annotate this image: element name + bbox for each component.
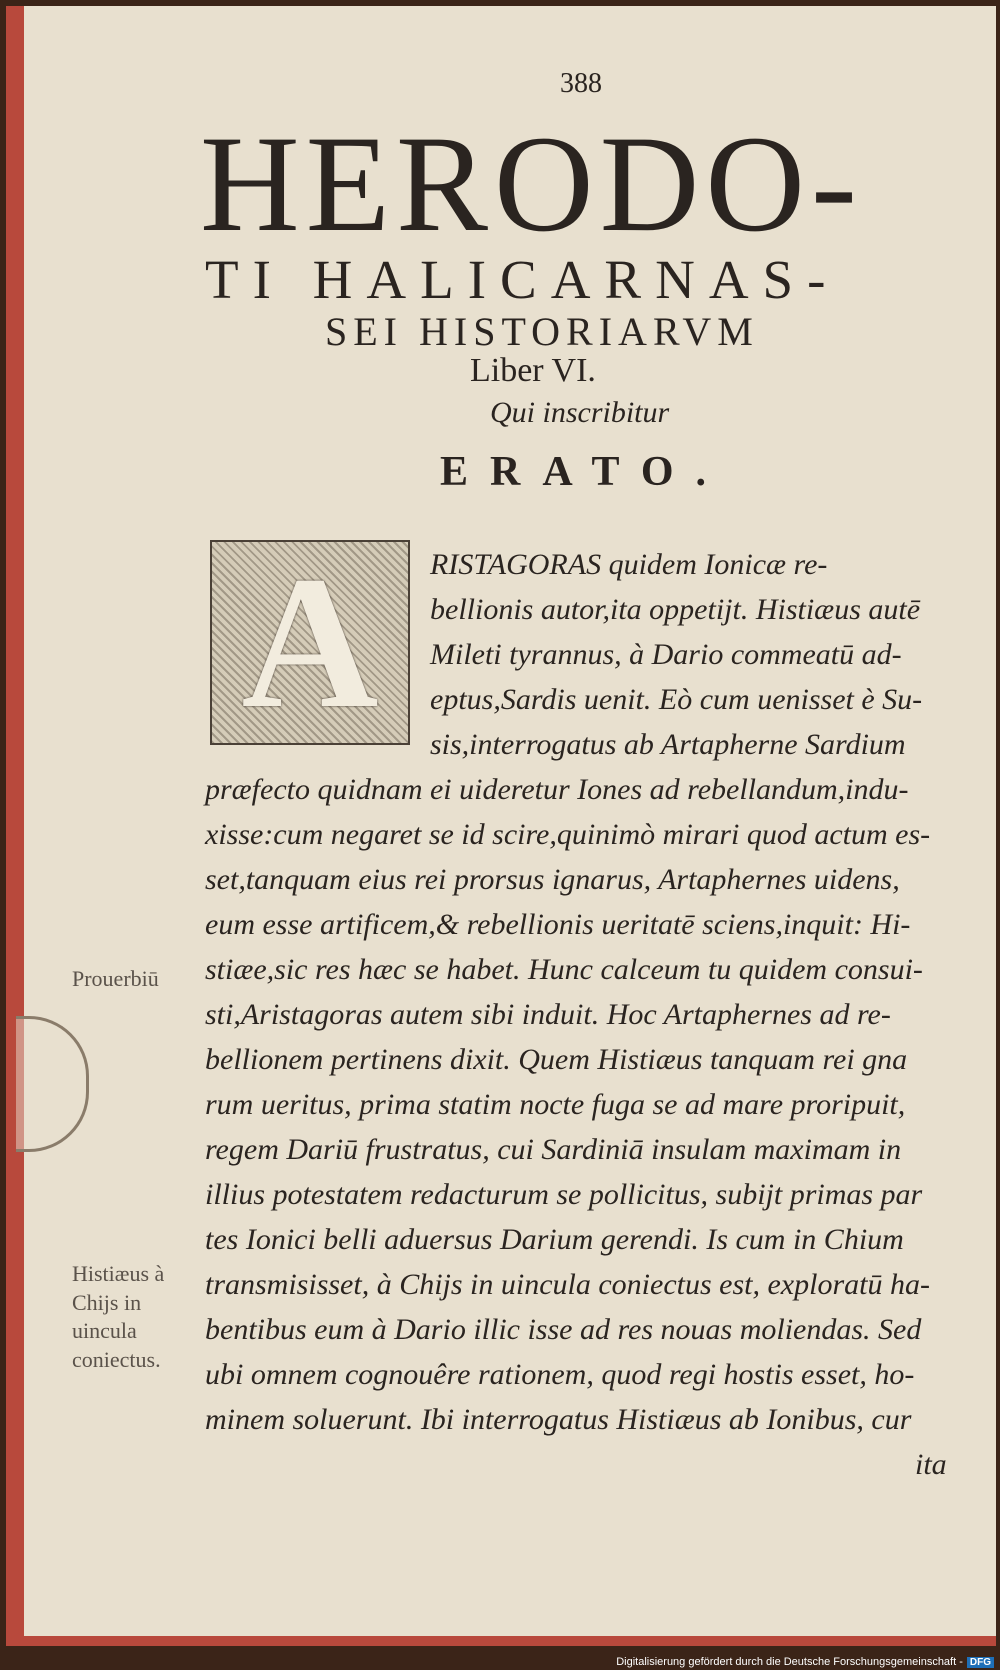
catchword: ita: [915, 1448, 947, 1481]
text-line: stiæe,sic res hæc se habet. Hunc calceum tu quidem consui-: [205, 953, 923, 986]
text-line: minem soluerunt. Ibi interrogatus Histiæus ab Ionibus, cur: [205, 1403, 912, 1436]
margin-note-line: Histiæus à: [72, 1261, 165, 1286]
margin-note-line: uincula: [72, 1318, 137, 1344]
text-line: tes Ionici belli aduersus Darium gerendi. Is cum in Chium: [205, 1223, 904, 1256]
title-line-3: SEI HISTORIARVM: [325, 309, 759, 354]
text-line: bentibus eum à Dario illic isse ad res nouas moliendas. Sed: [205, 1313, 922, 1346]
page-clip: [16, 1016, 89, 1152]
text-line: eptus,Sardis uenit. Eò cum uenisset è Su-: [430, 683, 923, 716]
text-line: transmisisset, à Chijs in uincula coniectus est, exploratū ha-: [205, 1268, 930, 1301]
initial-letter: A: [241, 540, 379, 745]
text-line: xisse:cum negaret se id scire,quinimò mirari quod actum es-: [205, 818, 931, 851]
funding-footer: [616, 1656, 994, 1668]
text-line: præfecto quidnam ei uideretur Iones ad rebellandum,indu-: [205, 773, 909, 806]
title-line-2: TI HALICARNAS-: [205, 249, 840, 310]
text-line: sis,interrogatus ab Artapherne Sardium: [430, 728, 906, 761]
text-line: bellionis autor,ita oppetijt. Histiæus autē: [430, 593, 921, 626]
book-name: ERATO.: [440, 449, 728, 495]
text-line: rum ueritus, prima statim nocte fuga se ad mare proripuit,: [205, 1088, 906, 1121]
margin-note-proverb: Prouerbiū: [72, 966, 159, 991]
text-line: bellionem pertinens dixit. Quem Histiæus tanquam rei gna: [205, 1043, 908, 1076]
text-line: ubi omnem cognouêre rationem, quod regi hostis esset, ho-: [205, 1358, 915, 1391]
text-line: eum esse artificem,& rebellionis ueritatē sciens,inquit: Hi-: [205, 908, 911, 941]
text-line: illius potestatem redacturum se pollicitus, subijt primas par: [205, 1178, 923, 1211]
text-line: set,tanquam eius rei prorsus ignarus, Artaphernes uidens,: [205, 863, 900, 896]
funding-text: Digitalisierung gefördert durch die Deutsche Forschungsgemeinschaft -: [616, 1656, 963, 1668]
decorated-initial: [210, 540, 410, 745]
text-line: Mileti tyrannus, à Dario commeatū ad-: [430, 638, 902, 671]
title-line-1: HERODO-: [200, 107, 863, 260]
dfg-logo: DFG: [967, 1657, 994, 1668]
margin-note-histiaeus: [72, 1260, 164, 1374]
margin-note-line: coniectus.: [72, 1346, 161, 1372]
page-number: 388: [560, 68, 602, 99]
text-line: regem Dariū frustratus, cui Sardiniā insulam maximam in: [205, 1133, 902, 1166]
text-line: sti,Aristagoras autem sibi induit. Hoc Artaphernes ad re-: [205, 998, 891, 1031]
margin-note-line: Chijs in: [72, 1289, 142, 1315]
text-line: RISTAGORAS quidem Ionicæ re-: [430, 548, 828, 581]
book-number: Liber VI.: [470, 352, 596, 389]
inscription-label: Qui inscribitur: [490, 396, 670, 429]
